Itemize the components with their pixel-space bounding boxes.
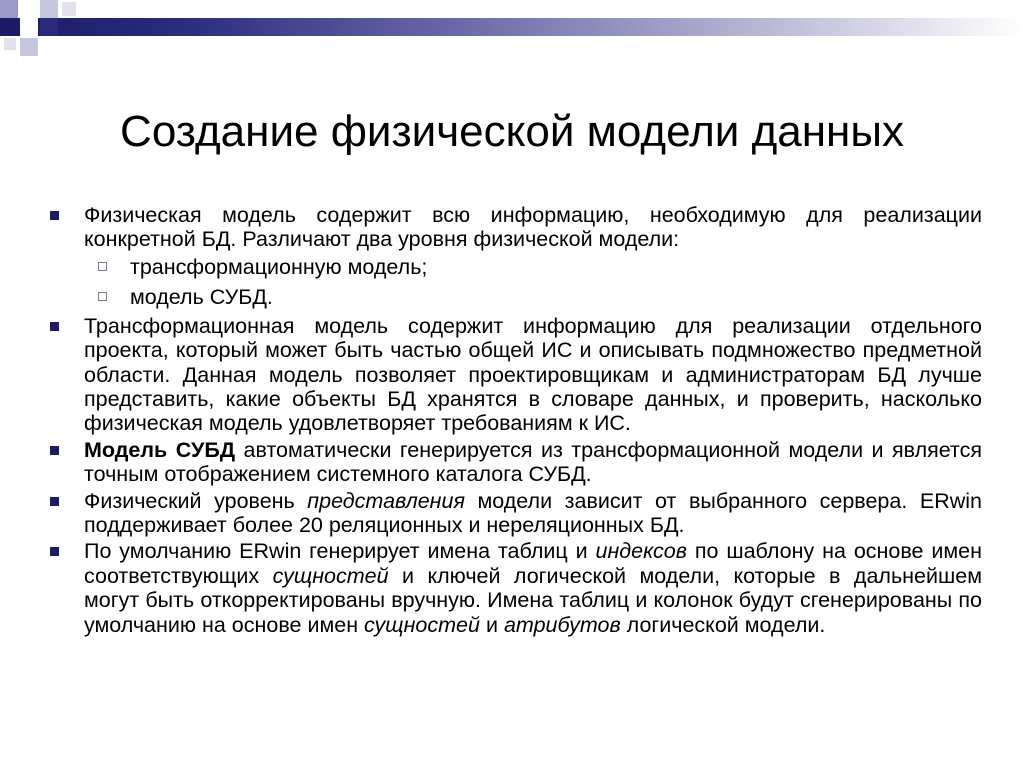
square-bullet-icon <box>50 322 59 331</box>
sub-bullet-text: модель СУБД. <box>130 284 273 309</box>
square-bullet-icon <box>50 497 59 506</box>
sub-bullet-item <box>46 252 982 282</box>
bullet-item <box>46 438 982 487</box>
italic-term: индексов <box>595 539 687 564</box>
hollow-square-bullet-icon <box>98 292 107 301</box>
sub-bullet-text: трансформационную модель; <box>130 254 428 279</box>
bullet-text: Трансформационная модель содержит информацию для реализации отдельного проекта, который может быть частью общей ИС и описывать подмножество предметной области. Данная модель позволяет проектировщикам и администраторам БД лучше представить, какие объекты БД хранятся в словаре данных, и проверить, насколько физическая модель удовлетворяет требованиям к ИС. <box>84 313 982 436</box>
italic-term: представления <box>307 488 465 513</box>
decor-square <box>20 38 38 56</box>
decor-square <box>40 0 58 18</box>
bullet-text: Физическая модель содержит всю информацию, необходимую для реализации конкретной БД. Различают два уровня физической модели: <box>84 203 982 252</box>
bullet-item <box>46 314 982 436</box>
slide-body <box>46 203 982 637</box>
bullet-text: Физический уровень представления модели зависит от выбранного сервера. ERwin поддерживает более 20 реляционных и нереляционных БД. <box>84 488 982 538</box>
header-band <box>0 18 1024 36</box>
slide-title: Создание физической модели данных <box>120 107 904 156</box>
bullet-text: По умолчанию ERwin генерирует имена таблиц и индексов по шаблону на основе имен соответствующих сущностей и ключей логической модели, которые в дальнейшем могут быть откорректированы вручную. Имена таблиц и колонок будут сгенерированы по умолчанию на основе имен сущностей и атрибутов логической модели. <box>84 539 982 637</box>
decor-square <box>0 0 18 18</box>
decor-square <box>40 18 58 36</box>
italic-term: атрибутов <box>503 612 621 637</box>
italic-term: сущностей <box>272 563 389 588</box>
decor-square <box>4 38 16 50</box>
bold-term: Модель СУБД <box>84 437 236 462</box>
decor-square <box>62 2 76 16</box>
sub-bullet-item <box>46 282 982 312</box>
bullet-item <box>46 489 982 538</box>
bullet-item <box>46 203 982 252</box>
hollow-square-bullet-icon <box>98 262 107 271</box>
italic-term: сущностей <box>364 612 480 637</box>
square-bullet-icon <box>50 446 59 455</box>
square-bullet-icon <box>50 211 59 220</box>
bullet-text: Модель СУБД автоматически генерируется из трансформационной модели и является точным отображением системного каталога СУБД. <box>84 437 983 487</box>
decor-square <box>20 18 38 36</box>
bullet-item <box>46 539 982 637</box>
square-bullet-icon <box>50 547 59 556</box>
